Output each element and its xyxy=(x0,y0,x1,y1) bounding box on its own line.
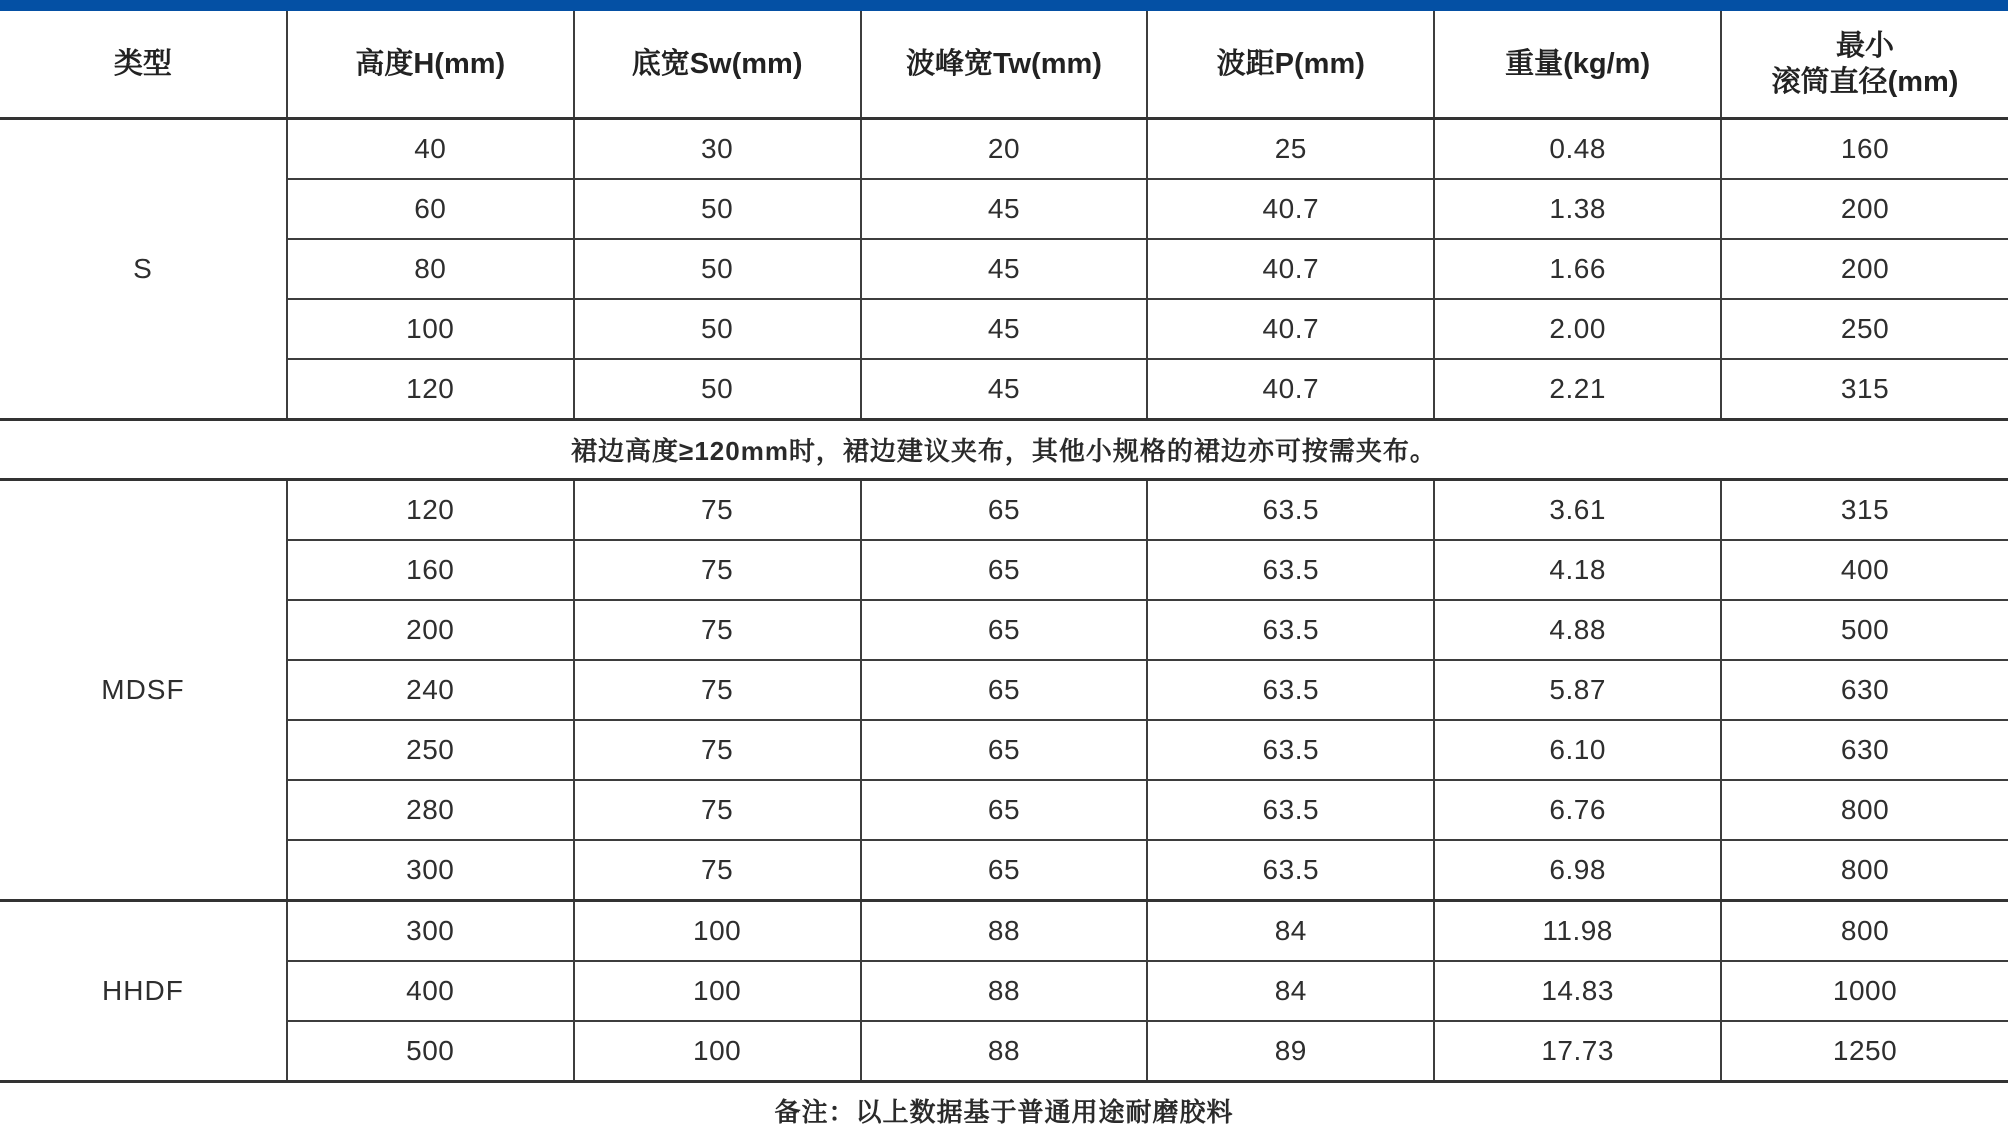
spec-cell: 630 xyxy=(1721,720,2008,780)
spec-cell: 75 xyxy=(574,720,861,780)
spec-cell: 45 xyxy=(861,239,1148,299)
spec-cell: 65 xyxy=(861,480,1148,541)
spec-cell: 65 xyxy=(861,600,1148,660)
spec-table xyxy=(0,11,2008,1125)
spec-cell: 50 xyxy=(574,179,861,239)
column-header-height: 高度H(mm) xyxy=(287,11,574,119)
spec-cell: 4.18 xyxy=(1434,540,1721,600)
spec-cell: 400 xyxy=(1721,540,2008,600)
table-row xyxy=(0,961,2008,1021)
spec-cell: 75 xyxy=(574,660,861,720)
spec-cell: 84 xyxy=(1147,961,1434,1021)
spec-cell: 630 xyxy=(1721,660,2008,720)
spec-cell: 63.5 xyxy=(1147,660,1434,720)
spec-cell: 45 xyxy=(861,179,1148,239)
spec-cell: 50 xyxy=(574,359,861,420)
table-row xyxy=(0,179,2008,239)
table-row xyxy=(0,660,2008,720)
spec-cell: 17.73 xyxy=(1434,1021,1721,1082)
spec-cell: 500 xyxy=(287,1021,574,1082)
spec-cell: 63.5 xyxy=(1147,720,1434,780)
spec-cell: 65 xyxy=(861,720,1148,780)
spec-cell: 63.5 xyxy=(1147,540,1434,600)
spec-cell: 3.61 xyxy=(1434,480,1721,541)
skirt-note-text: 裙边高度≥120mm时，裙边建议夹布，其他小规格的裙边亦可按需夹布。 xyxy=(0,420,2008,480)
column-header-bottom-width: 底宽Sw(mm) xyxy=(574,11,861,119)
spec-cell: 100 xyxy=(287,299,574,359)
spec-cell: 65 xyxy=(861,660,1148,720)
spec-cell: 25 xyxy=(1147,119,1434,180)
spec-cell: 160 xyxy=(287,540,574,600)
spec-cell: 0.48 xyxy=(1434,119,1721,180)
table-row xyxy=(0,239,2008,299)
spec-cell: 800 xyxy=(1721,901,2008,962)
table-row xyxy=(0,299,2008,359)
top-accent-bar xyxy=(0,0,2008,11)
type-cell-hhdf: HHDF xyxy=(0,901,287,1082)
spec-cell: 1250 xyxy=(1721,1021,2008,1082)
spec-cell: 6.98 xyxy=(1434,840,1721,901)
spec-cell: 6.10 xyxy=(1434,720,1721,780)
column-header-min-pulley-line2: 滚筒直径(mm) xyxy=(1771,66,1959,98)
spec-cell: 63.5 xyxy=(1147,780,1434,840)
spec-cell: 45 xyxy=(861,359,1148,420)
spec-cell: 63.5 xyxy=(1147,600,1434,660)
spec-cell: 88 xyxy=(861,961,1148,1021)
spec-cell: 200 xyxy=(1721,239,2008,299)
spec-cell: 100 xyxy=(574,1021,861,1082)
type-cell-s: S xyxy=(0,119,287,420)
spec-cell: 200 xyxy=(287,600,574,660)
spec-cell: 4.88 xyxy=(1434,600,1721,660)
spec-cell: 84 xyxy=(1147,901,1434,962)
table-row xyxy=(0,1021,2008,1082)
spec-cell: 1.38 xyxy=(1434,179,1721,239)
spec-cell: 45 xyxy=(861,299,1148,359)
column-header-weight: 重量(kg/m) xyxy=(1434,11,1721,119)
spec-cell: 50 xyxy=(574,299,861,359)
spec-cell: 20 xyxy=(861,119,1148,180)
spec-cell: 1.66 xyxy=(1434,239,1721,299)
spec-cell: 40.7 xyxy=(1147,299,1434,359)
spec-cell: 300 xyxy=(287,840,574,901)
spec-cell: 75 xyxy=(574,540,861,600)
type-cell-mdsf: MDSF xyxy=(0,480,287,901)
spec-cell: 6.76 xyxy=(1434,780,1721,840)
column-header-peak-width: 波峰宽Tw(mm) xyxy=(861,11,1148,119)
remark-text: 备注：以上数据基于普通用途耐磨胶料 xyxy=(0,1082,2008,1125)
spec-cell: 5.87 xyxy=(1434,660,1721,720)
skirt-note-row xyxy=(0,420,2008,480)
table-row xyxy=(0,720,2008,780)
spec-cell: 65 xyxy=(861,540,1148,600)
spec-cell: 60 xyxy=(287,179,574,239)
remark-row xyxy=(0,1082,2008,1125)
spec-cell: 80 xyxy=(287,239,574,299)
spec-cell: 120 xyxy=(287,359,574,420)
spec-cell: 89 xyxy=(1147,1021,1434,1082)
table-row xyxy=(0,901,2008,962)
spec-cell: 800 xyxy=(1721,840,2008,901)
table-row xyxy=(0,780,2008,840)
spec-cell: 315 xyxy=(1721,480,2008,541)
spec-cell: 75 xyxy=(574,480,861,541)
column-header-pitch: 波距P(mm) xyxy=(1147,11,1434,119)
spec-cell: 63.5 xyxy=(1147,840,1434,901)
column-header-type: 类型 xyxy=(0,11,287,119)
table-row xyxy=(0,480,2008,541)
spec-cell: 280 xyxy=(287,780,574,840)
spec-cell: 30 xyxy=(574,119,861,180)
table-row xyxy=(0,359,2008,420)
spec-cell: 315 xyxy=(1721,359,2008,420)
spec-cell: 75 xyxy=(574,840,861,901)
spec-cell: 65 xyxy=(861,780,1148,840)
spec-cell: 40.7 xyxy=(1147,359,1434,420)
spec-cell: 40 xyxy=(287,119,574,180)
spec-cell: 63.5 xyxy=(1147,480,1434,541)
spec-cell: 250 xyxy=(287,720,574,780)
column-header-min-pulley-line1: 最小 xyxy=(1836,29,1895,62)
spec-cell: 240 xyxy=(287,660,574,720)
spec-cell: 120 xyxy=(287,480,574,541)
header-row xyxy=(0,11,2008,119)
spec-cell: 100 xyxy=(574,961,861,1021)
spec-cell: 100 xyxy=(574,901,861,962)
spec-cell: 40.7 xyxy=(1147,239,1434,299)
spec-cell: 500 xyxy=(1721,600,2008,660)
table-row xyxy=(0,119,2008,180)
spec-cell: 50 xyxy=(574,239,861,299)
spec-cell: 88 xyxy=(861,1021,1148,1082)
table-row xyxy=(0,540,2008,600)
column-header-min-pulley xyxy=(1721,11,2008,119)
spec-cell: 65 xyxy=(861,840,1148,901)
spec-cell: 400 xyxy=(287,961,574,1021)
table-row xyxy=(0,840,2008,901)
spec-cell: 2.00 xyxy=(1434,299,1721,359)
spec-cell: 300 xyxy=(287,901,574,962)
spec-cell: 75 xyxy=(574,780,861,840)
spec-cell: 75 xyxy=(574,600,861,660)
spec-cell: 200 xyxy=(1721,179,2008,239)
spec-cell: 1000 xyxy=(1721,961,2008,1021)
spec-cell: 14.83 xyxy=(1434,961,1721,1021)
spec-cell: 800 xyxy=(1721,780,2008,840)
spec-cell: 250 xyxy=(1721,299,2008,359)
spec-cell: 88 xyxy=(861,901,1148,962)
spec-cell: 160 xyxy=(1721,119,2008,180)
spec-cell: 2.21 xyxy=(1434,359,1721,420)
spec-cell: 11.98 xyxy=(1434,901,1721,962)
spec-cell: 40.7 xyxy=(1147,179,1434,239)
table-row xyxy=(0,600,2008,660)
